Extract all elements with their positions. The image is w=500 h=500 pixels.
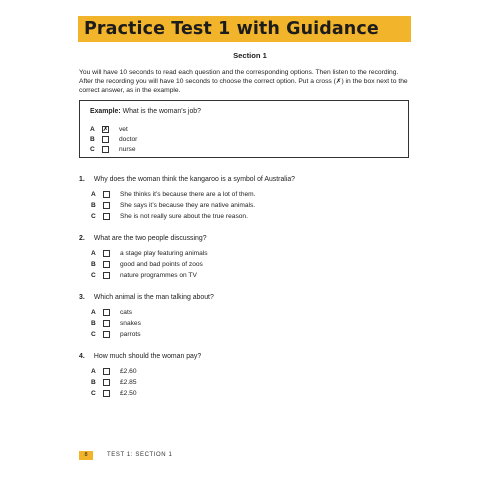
example-question-text: What is the woman’s job?: [122, 108, 201, 115]
checkbox[interactable]: [103, 368, 110, 375]
option-letter: B: [91, 319, 96, 327]
checkbox[interactable]: [103, 320, 110, 327]
checkbox[interactable]: [103, 250, 110, 257]
option-text: parrots: [120, 330, 141, 338]
option-text: £2.50: [120, 389, 137, 397]
option-text: She says it’s because they are native animals.: [120, 201, 256, 209]
option-letter: B: [91, 378, 96, 386]
option-letter: C: [91, 389, 96, 397]
question-3: [79, 294, 214, 301]
q2-option-b[interactable]: [91, 259, 203, 269]
question-2: [79, 235, 207, 242]
option-text: doctor: [119, 135, 138, 143]
option-text: She thinks it’s because there are a lot of them.: [120, 190, 256, 198]
example-option-b: [90, 134, 137, 144]
option-text: nurse: [119, 145, 136, 153]
q1-option-b[interactable]: [91, 200, 255, 210]
option-letter: A: [91, 190, 96, 198]
checkbox[interactable]: [103, 331, 110, 338]
q3-option-a[interactable]: [91, 307, 132, 317]
option-letter: A: [90, 125, 95, 133]
question-text: Which animal is the man talking about?: [93, 294, 214, 301]
option-text: £2.60: [120, 367, 137, 375]
footer-text: TEST 1: SECTION 1: [107, 452, 173, 458]
question-text: Why does the woman think the kangaroo is a symbol of Australia?: [93, 176, 296, 183]
q3-option-c[interactable]: [91, 329, 141, 339]
q4-option-a[interactable]: [91, 366, 137, 376]
page-number: 8: [79, 451, 93, 460]
option-text: cats: [120, 308, 133, 316]
option-letter: B: [91, 201, 96, 209]
option-text: good and bad points of zoos: [120, 260, 203, 268]
checkbox[interactable]: [103, 202, 110, 209]
question-number: 1.: [79, 176, 85, 183]
q1-option-a[interactable]: [91, 189, 256, 199]
question-1: [79, 176, 295, 183]
question-number: 3.: [79, 294, 85, 301]
checkbox[interactable]: [103, 191, 110, 198]
checkbox-marked: ✗: [102, 125, 109, 133]
question-4: [79, 353, 201, 360]
option-text: a stage play featuring animals: [120, 249, 208, 257]
question-number: 4.: [79, 353, 85, 360]
checkbox[interactable]: [103, 390, 110, 397]
example-option-a: [90, 124, 128, 134]
page-footer: [79, 450, 172, 460]
q4-option-c[interactable]: [91, 388, 137, 398]
checkbox[interactable]: [103, 213, 110, 220]
example-box: [79, 100, 409, 158]
option-letter: A: [91, 367, 96, 375]
option-letter: A: [91, 249, 96, 257]
option-text: She is not really sure about the true reason.: [120, 212, 248, 220]
option-text: snakes: [120, 319, 141, 327]
q4-option-b[interactable]: [91, 377, 137, 387]
q1-option-c[interactable]: [91, 211, 248, 221]
checkbox: [102, 146, 109, 153]
option-letter: B: [91, 260, 96, 268]
example-option-c: [90, 144, 136, 154]
option-letter: C: [90, 145, 95, 153]
option-text: nature programmes on TV: [120, 271, 197, 279]
option-letter: C: [91, 271, 96, 279]
option-letter: A: [91, 308, 96, 316]
question-text: How much should the woman pay?: [93, 353, 202, 360]
option-text: vet: [119, 125, 128, 133]
checkbox[interactable]: [103, 309, 110, 316]
option-letter: B: [90, 135, 95, 143]
section-title: Section 1: [233, 51, 267, 60]
q3-option-b[interactable]: [91, 318, 141, 328]
page-title: Practice Test 1 with Guidance: [84, 19, 379, 39]
option-letter: C: [91, 212, 96, 220]
checkbox: [102, 136, 109, 143]
example-question: [90, 108, 201, 115]
checkbox[interactable]: [103, 379, 110, 386]
question-text: What are the two people discussing?: [93, 235, 207, 242]
title-banner: [78, 16, 411, 42]
checkbox[interactable]: [103, 261, 110, 268]
option-text: £2.85: [120, 378, 137, 386]
checkbox[interactable]: [103, 272, 110, 279]
option-letter: C: [91, 330, 96, 338]
q2-option-c[interactable]: [91, 270, 197, 280]
example-label: Example:: [90, 108, 121, 115]
instructions-text: You will have 10 seconds to read each question and the corresponding options. Then listen to the recording. After the recording you will have 10 seconds to choose the correct option. Put a cross (✗) in the box next to the correct answer, as in the example.: [79, 69, 408, 94]
q2-option-a[interactable]: [91, 248, 208, 258]
question-number: 2.: [79, 235, 85, 242]
